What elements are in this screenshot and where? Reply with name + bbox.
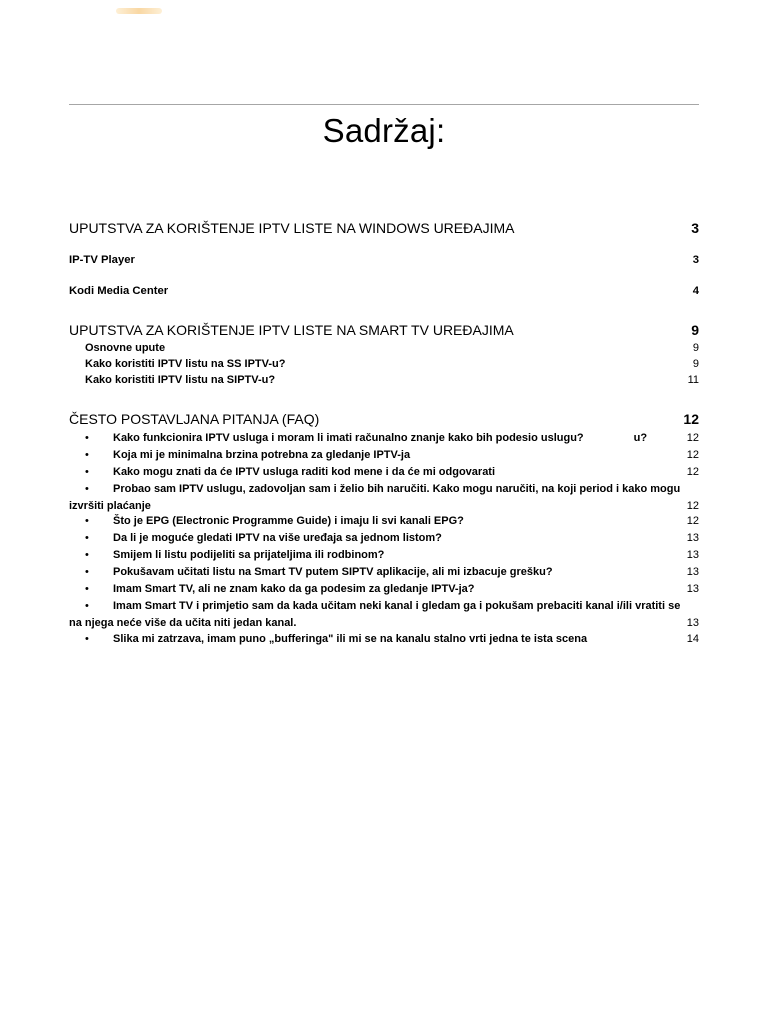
faq-item-text: Pokušavam učitati listu na Smart TV putem SIPTV aplikacije, ali mi izbacuje grešku? — [113, 566, 553, 578]
faq-item-text: Koja mi je minimalna brzina potrebna za gledanje IPTV-ja — [113, 449, 411, 461]
header-logo-mark — [116, 8, 162, 14]
bullet-icon: • — [85, 449, 89, 461]
bullet-icon: • — [85, 483, 89, 495]
faq-item[interactable] — [85, 583, 699, 595]
bullet-icon: • — [85, 566, 89, 578]
faq-item-page: 13 — [686, 566, 699, 578]
faq-item[interactable] — [85, 532, 699, 544]
toc-entry-page: 4 — [692, 285, 699, 297]
faq-item-text: Što je EPG (Electronic Programme Guide) i imaju li svi kanali EPG? — [113, 515, 464, 527]
faq-item-page: 13 — [686, 549, 699, 561]
faq-item-page: 14 — [686, 633, 699, 645]
toc-entry-label: Osnovne upute — [85, 342, 166, 354]
faq-item[interactable] — [85, 466, 699, 478]
toc-entry-windows[interactable] — [69, 220, 699, 236]
toc-entry-label: UPUTSTVA ZA KORIŠTENJE IPTV LISTE NA WINDOWS UREĐAJIMA — [69, 220, 515, 236]
bullet-icon: • — [85, 549, 89, 561]
faq-item-page: 12 — [686, 515, 699, 527]
toc-entry-label: UPUTSTVA ZA KORIŠTENJE IPTV LISTE NA SMART TV UREĐAJIMA — [69, 322, 514, 338]
toc-entry-faq[interactable] — [69, 411, 699, 427]
faq-item-text: Smijem li listu podijeliti sa prijateljima ili rodbinom? — [113, 549, 385, 561]
bullet-icon: • — [85, 600, 89, 612]
faq-item[interactable] — [85, 432, 699, 444]
faq-item[interactable] — [85, 549, 699, 561]
toc-entry-label: Kodi Media Center — [69, 285, 169, 297]
faq-item-page: 13 — [686, 532, 699, 544]
faq-item-page: 13 — [686, 583, 699, 595]
toc-entry-siptv[interactable] — [85, 374, 699, 386]
bullet-icon: • — [85, 532, 89, 544]
toc-entry-osnovne-upute[interactable] — [85, 342, 699, 354]
toc-entry-page: 3 — [692, 254, 699, 266]
faq-item-multiline[interactable] — [69, 481, 699, 515]
faq-item-text: Kako funkcionira IPTV usluga i moram li imati računalno znanje kako bih podesio uslugu? — [113, 432, 584, 444]
faq-item[interactable] — [85, 633, 699, 645]
faq-item[interactable] — [85, 566, 699, 578]
toc-entry-kodi[interactable] — [69, 285, 699, 297]
faq-item-text: Da li je moguće gledati IPTV na više uređaja sa jednom listom? — [113, 532, 442, 544]
toc-entry-ss-iptv[interactable] — [85, 358, 699, 370]
toc-entry-page: 9 — [692, 358, 699, 370]
faq-item-text: Kako mogu znati da će IPTV usluga raditi kod mene i da će mi odgovarati — [113, 466, 496, 478]
faq-item-text-line1: Probao sam IPTV uslugu, zadovoljan sam i želio bih naručiti. Kako mogu naručiti, na koji period i kako mogu — [113, 483, 681, 495]
header-divider — [69, 104, 699, 105]
toc-entry-label: Kako koristiti IPTV listu na SIPTV-u? — [85, 374, 276, 386]
toc-entry-smart-tv[interactable] — [69, 322, 699, 338]
toc-entry-label: Kako koristiti IPTV listu na SS IPTV-u? — [85, 358, 286, 370]
faq-item[interactable] — [85, 449, 699, 461]
toc-entry-page: 9 — [691, 322, 699, 338]
toc-entry-label: IP-TV Player — [69, 254, 135, 266]
bullet-icon: • — [85, 515, 89, 527]
faq-item-text-line2: izvršiti plaćanje — [69, 500, 151, 512]
bullet-icon: • — [85, 583, 89, 595]
faq-item-page: 12 — [686, 466, 699, 478]
faq-item-extra: u? — [633, 432, 648, 444]
bullet-icon: • — [85, 466, 89, 478]
bullet-icon: • — [85, 432, 89, 444]
toc-entry-iptv-player[interactable] — [69, 254, 699, 266]
faq-item-page: 12 — [686, 500, 699, 512]
faq-item-text-line2: na njega neće više da učita niti jedan kanal. — [69, 617, 297, 629]
faq-item-page: 12 — [686, 432, 699, 444]
toc-entry-page: 9 — [692, 342, 699, 354]
toc-entry-page: 3 — [691, 220, 699, 236]
faq-item-page: 12 — [686, 449, 699, 461]
faq-item[interactable] — [85, 515, 699, 527]
toc-title: Sadržaj: — [322, 112, 446, 149]
faq-item-text-line1: Imam Smart TV i primjetio sam da kada učitam neki kanal i gledam ga i pokušam prebaciti kanal i/ili vratiti se — [113, 600, 681, 612]
toc-entry-label: ČESTO POSTAVLJANA PITANJA (FAQ) — [69, 411, 320, 427]
faq-item-multiline[interactable] — [69, 598, 699, 632]
toc-entry-page: 11 — [687, 374, 699, 386]
faq-item-text: Slika mi zatrzava, imam puno „bufferinga" ili mi se na kanalu stalno vrti jedna te ista scena — [113, 633, 588, 645]
bullet-icon: • — [85, 633, 89, 645]
toc-entry-page: 12 — [683, 411, 699, 427]
faq-item-page: 13 — [686, 617, 699, 629]
faq-item-text: Imam Smart TV, ali ne znam kako da ga podesim za gledanje IPTV-ja? — [113, 583, 475, 595]
